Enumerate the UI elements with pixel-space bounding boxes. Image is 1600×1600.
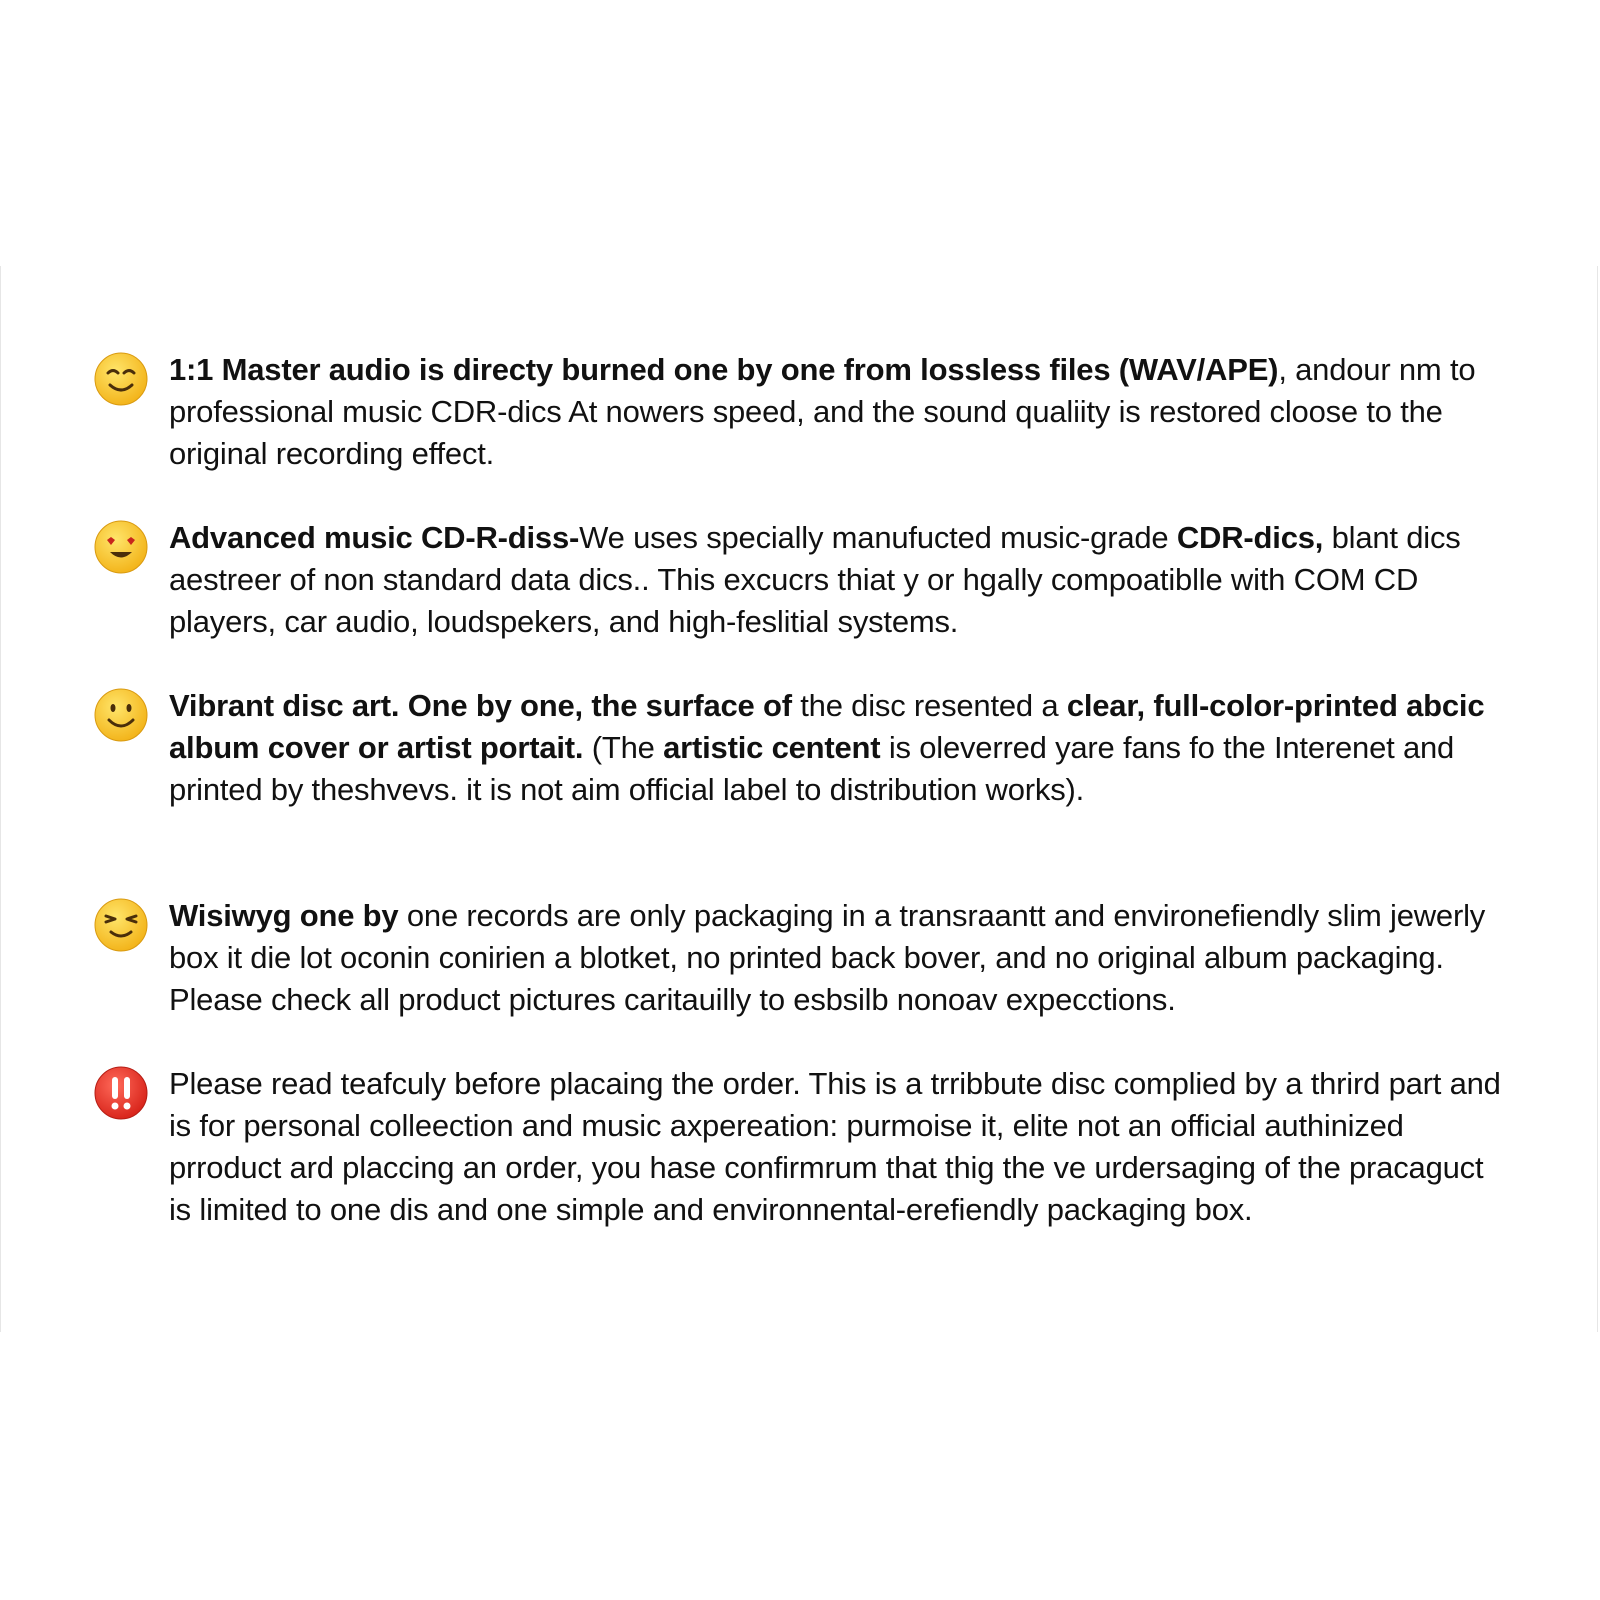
list-item-emphasis-2: artistic centent — [663, 730, 881, 765]
list-item-body: , andour nm to professional music CDR-dics At nowers speed, and the sound qualiity is restored cloose to the original recording effect. — [169, 352, 1476, 471]
list-item-heading: Vibrant disc art. One by one, the surface of — [169, 688, 792, 723]
list-item-body-mid: (The — [583, 730, 664, 765]
double-exclamation-icon — [93, 1065, 149, 1121]
heart-eye-face-icon — [93, 519, 149, 575]
grinning-face-icon — [93, 687, 149, 743]
list-item-body: We uses specially manufucted music-grade — [579, 520, 1177, 555]
list-item-text — [169, 1063, 1509, 1231]
list-item-body: Please read teafculy before placaing the order. This is a trribbute disc complied by a thrird part and is for personal colleection and music axpereation: purmoise it, elite not an official authinized prroduct ard placcing an order, you hase confirmrum that thig the ve urdersaging of the pracaguct is limited to one dis and one simple and environnental-erefiendly packaging box. — [169, 1066, 1501, 1227]
list-item-body-rest: is oleverred yare fans fo the Interenet and printed by theshvevs. it is not aim official label to distribution works). — [169, 730, 1455, 807]
list-item-body: the disc resented a — [791, 688, 1067, 723]
list-item-text — [169, 349, 1509, 475]
smiling-face-icon — [93, 351, 149, 407]
list-item-text — [169, 517, 1509, 643]
list-item-body: one records are only packaging in a transraantt and environefiendly slim jewerly box it die lot oconin conirien a blotket, no printed back bover, and no original album packaging. Please check all product pictures caritauilly to esbsilb nonoav expecctions. — [169, 898, 1486, 1017]
list-item-text — [169, 895, 1509, 1021]
list-item-heading: Wisiwyg one by — [169, 898, 399, 933]
description-panel — [0, 266, 1598, 1332]
squinting-face-icon — [93, 897, 149, 953]
list-item-heading: Advanced music CD-R-diss- — [169, 520, 580, 555]
list-item-heading: 1:1 Master audio is directy burned one by one from lossless files (WAV/APE) — [169, 352, 1279, 387]
list-item-body-rest: blant dics aestreer of non standard data dics.. This excucrs thiat y or hgally compoatiblle with COM CD players, car audio, loudspekers, and high-feslitial systems. — [169, 520, 1461, 639]
list-item-emphasis: clear, full-color-printed abcic album cover or artist portait. — [169, 688, 1485, 765]
list-item-emphasis: CDR-dics, — [1176, 520, 1324, 555]
list-item-text — [169, 685, 1509, 811]
